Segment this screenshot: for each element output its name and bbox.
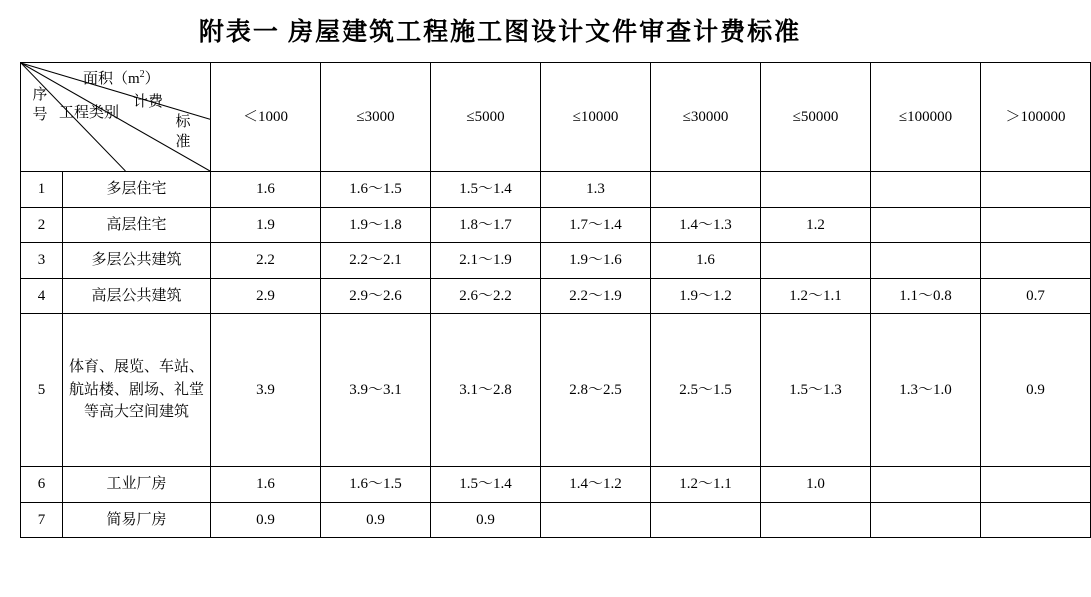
cell-value: 2.5～1.5 (651, 314, 761, 467)
cell-value: 2.6～2.2 (431, 278, 541, 314)
column-header-4: ≤30000 (651, 63, 761, 172)
cell-value (981, 467, 1091, 503)
header-row (21, 63, 1091, 172)
cell-value: 3.9～3.1 (321, 314, 431, 467)
row-index: 4 (21, 278, 63, 314)
cell-value: 0.9 (431, 502, 541, 538)
cell-value: 2.8～2.5 (541, 314, 651, 467)
cell-value: 2.1～1.9 (431, 243, 541, 279)
cell-value: 1.7～1.4 (541, 207, 651, 243)
cell-value: 1.6～1.5 (321, 467, 431, 503)
table-body (21, 172, 1091, 538)
cell-value (871, 243, 981, 279)
row-type: 工业厂房 (63, 467, 211, 503)
row-index: 5 (21, 314, 63, 467)
cell-value (871, 467, 981, 503)
cell-value: 1.9～1.8 (321, 207, 431, 243)
cell-value: 2.9 (211, 278, 321, 314)
cell-value: 1.1～0.8 (871, 278, 981, 314)
cell-value: 1.0 (761, 467, 871, 503)
cell-value (761, 243, 871, 279)
cell-value (761, 172, 871, 208)
row-index: 3 (21, 243, 63, 279)
cell-value: 1.3～1.0 (871, 314, 981, 467)
cell-value: 1.9～1.6 (541, 243, 651, 279)
row-type: 多层公共建筑 (63, 243, 211, 279)
table-row (21, 314, 1091, 467)
cell-value (981, 243, 1091, 279)
corner-area-label: 面积$(m^2)$ (83, 69, 160, 87)
cell-value (541, 502, 651, 538)
cell-value: 1.8～1.7 (431, 207, 541, 243)
table-header (21, 63, 1091, 172)
cell-value (871, 502, 981, 538)
column-header-1: ≤3000 (321, 63, 431, 172)
cell-value: 1.6 (211, 172, 321, 208)
row-index: 2 (21, 207, 63, 243)
column-header-7: ＞100000 (981, 63, 1091, 172)
cell-value (981, 172, 1091, 208)
row-index: 1 (21, 172, 63, 208)
corner-header-cell (21, 63, 211, 172)
cell-value: 2.9～2.6 (321, 278, 431, 314)
cell-value: 1.3 (541, 172, 651, 208)
cell-value: 0.9 (211, 502, 321, 538)
row-type: 体育、展览、车站、航站楼、剧场、礼堂等高大空间建筑 (63, 314, 211, 467)
cell-value: 1.4～1.3 (651, 207, 761, 243)
cell-value (871, 207, 981, 243)
table-row (21, 243, 1091, 279)
cell-value: 0.7 (981, 278, 1091, 314)
cell-value: 2.2～2.1 (321, 243, 431, 279)
cell-value: 1.2 (761, 207, 871, 243)
cell-value: 3.1～2.8 (431, 314, 541, 467)
cell-value: 1.4～1.2 (541, 467, 651, 503)
cell-value: 1.6～1.5 (321, 172, 431, 208)
cell-value: 2.2 (211, 243, 321, 279)
row-type: 高层住宅 (63, 207, 211, 243)
corner-index-label: 序号 (32, 87, 48, 124)
cell-value: 3.9 (211, 314, 321, 467)
fee-standard-table (20, 62, 1091, 538)
cell-value: 1.6 (651, 243, 761, 279)
cell-value (981, 502, 1091, 538)
table-row (21, 278, 1091, 314)
row-type: 简易厂房 (63, 502, 211, 538)
page-title: 附表一 房屋建筑工程施工图设计文件审查计费标准 (198, 19, 802, 46)
cell-value: 1.9 (211, 207, 321, 243)
cell-value: 1.2～1.1 (651, 467, 761, 503)
corner-fee-label: 计费 (133, 94, 164, 110)
cell-value (981, 207, 1091, 243)
cell-value: 1.5～1.4 (431, 467, 541, 503)
corner-standard-label: 标准 (175, 114, 191, 150)
table-row (21, 207, 1091, 243)
cell-value (651, 172, 761, 208)
column-header-6: ≤100000 (871, 63, 981, 172)
table-row (21, 467, 1091, 503)
column-header-0: ＜1000 (211, 63, 321, 172)
row-type: 多层住宅 (63, 172, 211, 208)
cell-value: 1.9～1.2 (651, 278, 761, 314)
cell-value: 1.5～1.3 (761, 314, 871, 467)
cell-value: 0.9 (321, 502, 431, 538)
row-index: 6 (21, 467, 63, 503)
column-header-2: ≤5000 (431, 63, 541, 172)
cell-value (761, 502, 871, 538)
table-row (21, 172, 1091, 208)
cell-value: 1.5～1.4 (431, 172, 541, 208)
cell-value: 1.6 (211, 467, 321, 503)
cell-value: 0.9 (981, 314, 1091, 467)
cell-value: 1.2～1.1 (761, 278, 871, 314)
column-header-3: ≤10000 (541, 63, 651, 172)
corner-type-label: 工程类别 (59, 105, 120, 121)
column-header-5: ≤50000 (761, 63, 871, 172)
cell-value (651, 502, 761, 538)
cell-value (871, 172, 981, 208)
table-row (21, 502, 1091, 538)
row-index: 7 (21, 502, 63, 538)
cell-value: 2.2～1.9 (541, 278, 651, 314)
row-type: 高层公共建筑 (63, 278, 211, 314)
table-container (0, 62, 1066, 538)
